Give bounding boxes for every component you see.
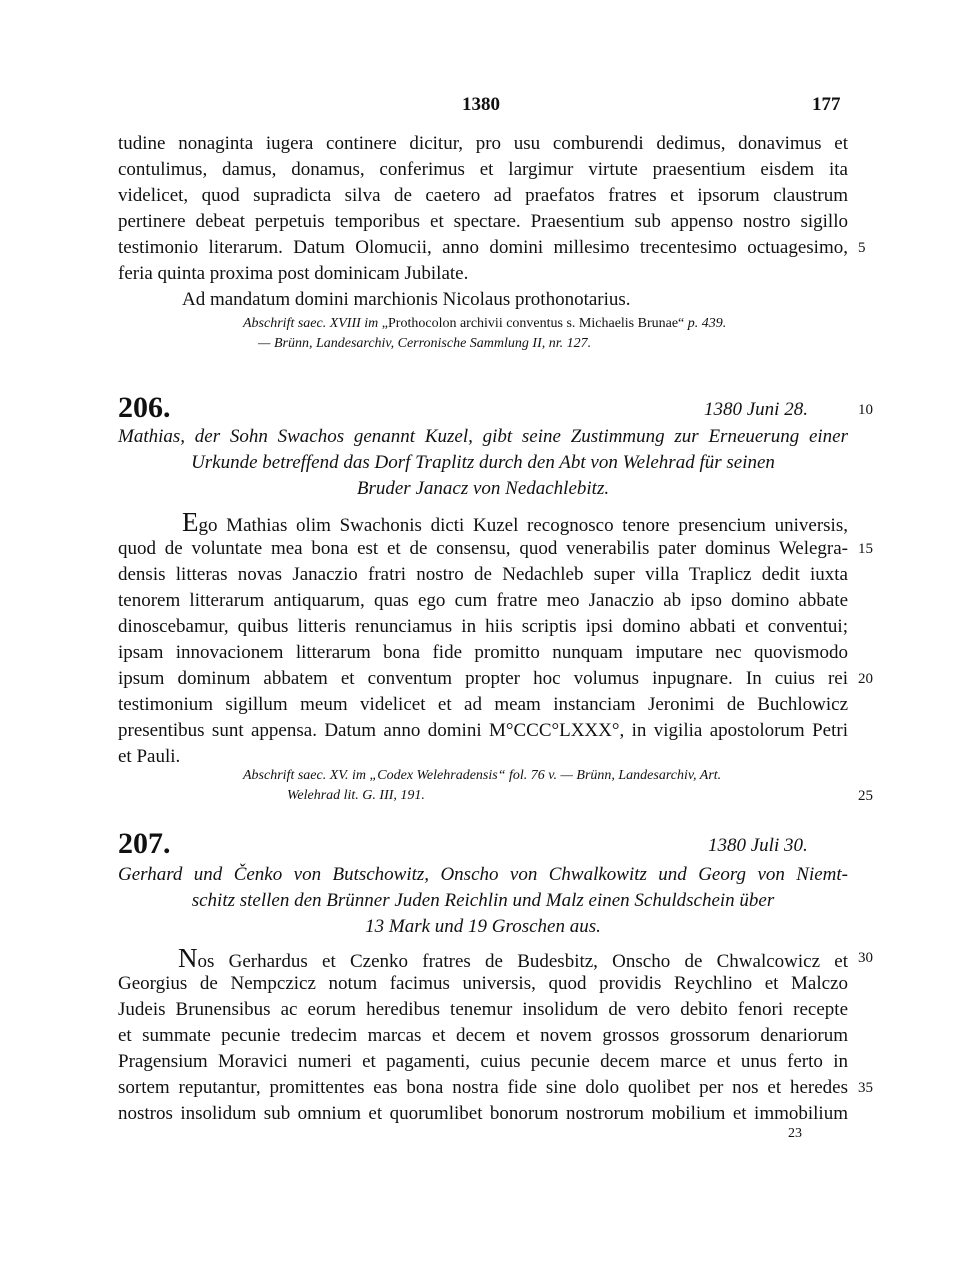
text-line: ipsum dominum abbatem et conventum propter hoc volumus inpugnare. In cuius rei	[118, 668, 848, 689]
text-line: testimonio literarum. Datum Olomucii, anno domini millesimo trecentesimo octuagesimo,	[118, 237, 848, 258]
text-line: Pragensium Moravici numeri et pagamenti, cuius pecunie decem marce et unus ferto in	[118, 1051, 848, 1072]
text-line: tudine nonaginta iugera continere dicitur, pro usu comburendi dedimus, donavimus et	[118, 133, 848, 154]
rubric-line: 13 Mark und 19 Groschen aus.	[365, 916, 601, 937]
text-line: pertinere debeat perpetuis temporibus et spectare. Praesentium sub appenso nostro sigillo	[118, 211, 848, 232]
running-head-year: 1380	[462, 94, 500, 115]
text-line-rest: os Gerhardus et Czenko fratres de Budesbitz, Onscho de Chwalcowicz et	[197, 951, 848, 972]
text-line: et summate pecunie tredecim marcas et decem et novem grossos grossorum denariorum	[118, 1025, 848, 1046]
text-line: Georgius de Nempczicz notum facimus universis, quod providis Reychlino et Malczo	[118, 973, 848, 994]
source-note: Abschrift saec. XV. im „Codex Welehradensis“ fol. 76 v. — Brünn, Landesarchiv, Art.	[243, 768, 722, 783]
text-line: Judeis Brunensibus ac eorum heredibus tenemur insolidum de vero debito fenori recepte	[118, 999, 848, 1020]
source-title: „Prothocolon archivii conventus s. Michaelis Brunae“	[381, 316, 685, 331]
line-number: 5	[858, 240, 866, 256]
text-line: nostros insolidum sub omnium et quorumlibet bonorum nostrorum mobilium et immobilium	[118, 1103, 848, 1124]
document-date: 1380 Juli 30.	[708, 835, 808, 856]
rubric-line: Urkunde betreffend das Dorf Traplitz durch den Abt von Welehrad für seinen	[191, 452, 775, 473]
source-note	[243, 314, 726, 334]
text-line: et Pauli.	[118, 746, 181, 767]
initial-letter: N	[178, 943, 198, 973]
line-number: 15	[858, 541, 873, 557]
text-line: ipsam innovacionem litterarum bona fide promitto nunquam imputare nec quovismodo	[118, 642, 848, 663]
initial-letter: E	[182, 507, 199, 537]
text-line: presentibus sunt appensa. Datum anno domini M°CCC°LXXX°, in vigilia apostolorum Petri	[118, 720, 848, 741]
page-number: 177	[812, 94, 841, 115]
text-line: sortem reputantur, promittentes eas bona nostra fide sine dolo quolibet per nos et heredes	[118, 1077, 848, 1098]
text-line: feria quinta proxima post dominicam Jubilate.	[118, 263, 469, 284]
text-line: densis litteras novas Janaczio fratri nostro de Nedachleb super villa Traplicz dedit iuxta	[118, 564, 848, 585]
source-label: Abschrift saec. XVIII im	[243, 316, 379, 331]
source-note: — Brünn, Landesarchiv, Cerronische Sammlung II, nr. 127.	[258, 336, 592, 351]
document-number: 206.	[118, 391, 171, 424]
text-line-rest: go Mathias olim Swachonis dicti Kuzel recognosco tenore presencium universis,	[198, 515, 848, 536]
text-line: contulimus, damus, donamus, conferimus et largimur virtute praesentium eisdem ita	[118, 159, 848, 180]
line-number: 25	[858, 788, 873, 804]
source-page: p. 439.	[687, 316, 727, 331]
line-number: 35	[858, 1080, 873, 1096]
document-number: 207.	[118, 827, 171, 860]
document-date: 1380 Juni 28.	[704, 399, 808, 420]
first-text-line	[182, 507, 848, 537]
source-note: Welehrad lit. G. III, 191.	[287, 788, 425, 803]
rubric-line: Mathias, der Sohn Swachos genannt Kuzel, gibt seine Zustimmung zur Erneuerung einer	[118, 426, 848, 447]
line-number: 20	[858, 671, 873, 687]
line-number: 10	[858, 402, 873, 418]
signature-mark: 23	[788, 1126, 802, 1141]
line-number: 30	[858, 950, 873, 966]
rubric-line: Bruder Janacz von Nedachlebitz.	[356, 478, 610, 499]
mandate-line: Ad mandatum domini marchionis Nicolaus prothonotarius.	[182, 289, 631, 310]
text-line: tenorem litterarum antiquarum, quas ego cum fratre meo Janaczio ab ipso domino abbate	[118, 590, 848, 611]
first-text-line	[178, 943, 848, 973]
text-line: quod de voluntate mea bona est et de consensu, quod venerabilis pater dominus Welegra-	[118, 538, 848, 559]
rubric-line: Gerhard und Čenko von Butschowitz, Onscho von Chwalkowitz und Georg von Niemt-	[118, 864, 848, 885]
rubric-line: schitz stellen den Brünner Juden Reichlin und Malz einen Schuldschein über	[191, 890, 775, 911]
text-line: testimonium sigillum meum videlicet et ad meam instanciam Jeronimi de Buchlowicz	[118, 694, 848, 715]
text-line: dinoscebamur, quibus litteris renunciamus in hiis scriptis ipsi domino abbati et conventui;	[118, 616, 848, 637]
text-line: videlicet, quod supradicta silva de caetero ad praefatos fratres et ipsorum claustrum	[118, 185, 848, 206]
